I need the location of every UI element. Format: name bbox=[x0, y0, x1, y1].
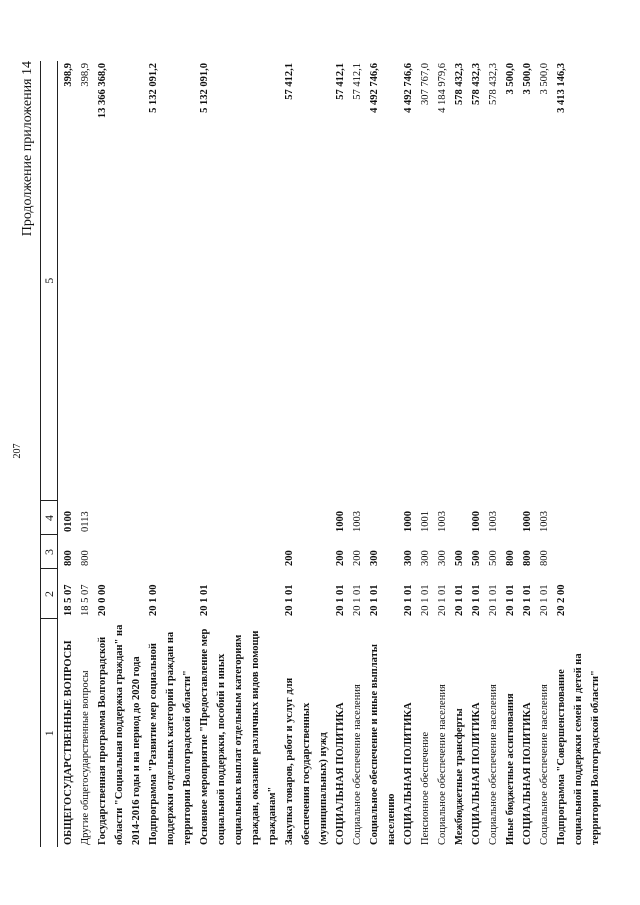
row-section-code: 1000 bbox=[471, 511, 482, 532]
row-target-code: 20 1 01 bbox=[437, 584, 448, 616]
row-target-code: 20 1 01 bbox=[335, 584, 346, 616]
table-row bbox=[400, 61, 417, 847]
row-section-code bbox=[94, 501, 145, 535]
row-name: СОЦИАЛЬНАЯ ПОЛИТИКА bbox=[522, 702, 533, 845]
header-col-3: 3 bbox=[41, 535, 58, 569]
row-name: Социальное обеспечение населения bbox=[352, 684, 363, 845]
row-name: Подпрограмма "Развитие мер социальной поддержки отдельных категорий граждан на территории Волгоградской области" bbox=[148, 631, 193, 845]
row-amount: 307 767,0 bbox=[420, 63, 431, 105]
row-section-code: 1003 bbox=[539, 511, 550, 532]
row-amount: 578 432,3 bbox=[488, 63, 499, 105]
row-target-code: 20 1 01 bbox=[199, 584, 210, 616]
row-section-code bbox=[366, 501, 400, 535]
row-target-code: 18 5 07 bbox=[63, 584, 74, 616]
row-section-code bbox=[196, 501, 281, 535]
page-number: 207 bbox=[12, 443, 23, 459]
row-target-code: 20 1 01 bbox=[403, 584, 414, 616]
header-col-1: 1 bbox=[41, 619, 58, 847]
row-section-code bbox=[145, 501, 196, 535]
table-row bbox=[536, 61, 553, 847]
row-section-code: 1000 bbox=[335, 511, 346, 532]
row-name: Государственная программа Волгоградской области "Социальная поддержка граждан" на 2014-2016 годы и на период до 2020 года bbox=[97, 624, 142, 845]
row-target-code: 20 1 01 bbox=[471, 584, 482, 616]
row-expense-type: 800 bbox=[63, 550, 74, 566]
row-amount: 3 413 146,3 bbox=[556, 63, 567, 113]
row-name: Закупка товаров, работ и услуг для обеспечения государственных (муниципальных) нужд bbox=[284, 677, 329, 845]
row-target-code: 18 5 07 bbox=[80, 584, 91, 616]
row-target-code: 20 1 01 bbox=[352, 584, 363, 616]
row-name: СОЦИАЛЬНАЯ ПОЛИТИКА bbox=[403, 702, 414, 845]
row-name: Основное мероприятие "Предоставление мер социальной поддержки, пособий и иных социальных выплат отдельным категориям граждан, оказание различных видов помощи гражданам" bbox=[199, 628, 278, 845]
row-section-code bbox=[553, 501, 604, 535]
table-body bbox=[58, 61, 605, 847]
row-name: СОЦИАЛЬНАЯ ПОЛИТИКА bbox=[335, 702, 346, 845]
row-target-code: 20 0 00 bbox=[97, 584, 108, 616]
row-target-code: 20 1 01 bbox=[539, 584, 550, 616]
row-name: Пенсионное обеспечение bbox=[420, 731, 431, 845]
row-expense-type: 800 bbox=[505, 550, 516, 566]
row-expense-type: 800 bbox=[80, 550, 91, 566]
row-expense-type: 800 bbox=[539, 550, 550, 566]
table-row bbox=[77, 61, 94, 847]
row-name: Социальное обеспечение населения bbox=[488, 684, 499, 845]
row-amount: 4 184 979,6 bbox=[437, 63, 448, 113]
row-name: Социальное обеспечение и иные выплаты населению bbox=[369, 644, 397, 845]
row-name: Подпрограмма "Совершенствование социальной поддержки семей и детей на территории Волгоградской области" bbox=[556, 653, 601, 845]
row-amount: 13 366 368,0 bbox=[97, 63, 108, 119]
row-name: Межбюджетные трансферты bbox=[454, 708, 465, 845]
row-target-code: 20 1 01 bbox=[284, 584, 295, 616]
row-section-code: 1003 bbox=[352, 511, 363, 532]
table-row bbox=[366, 61, 400, 847]
table-row bbox=[468, 61, 485, 847]
row-section-code: 1003 bbox=[437, 511, 448, 532]
row-expense-type: 500 bbox=[454, 550, 465, 566]
table-row bbox=[94, 61, 145, 847]
table-row bbox=[519, 61, 536, 847]
row-target-code: 20 1 01 bbox=[369, 584, 380, 616]
row-section-code bbox=[451, 501, 468, 535]
header-col-4: 4 bbox=[41, 501, 58, 535]
row-name: Социальное обеспечение населения bbox=[539, 684, 550, 845]
table-row bbox=[332, 61, 349, 847]
row-target-code: 20 2 00 bbox=[556, 584, 567, 616]
row-expense-type: 500 bbox=[471, 550, 482, 566]
budget-table bbox=[40, 61, 604, 847]
table-row bbox=[451, 61, 468, 847]
row-amount: 4 492 746,6 bbox=[369, 63, 380, 113]
row-expense-type: 800 bbox=[522, 550, 533, 566]
row-name: СОЦИАЛЬНАЯ ПОЛИТИКА bbox=[471, 702, 482, 845]
row-expense-type bbox=[145, 535, 196, 569]
row-name: Социальное обеспечение населения bbox=[437, 684, 448, 845]
row-name: ОБЩЕГОСУДАРСТВЕННЫЕ ВОПРОСЫ bbox=[63, 640, 74, 845]
row-section-code bbox=[281, 501, 332, 535]
header-row bbox=[41, 61, 58, 847]
row-expense-type: 200 bbox=[352, 550, 363, 566]
row-section-code: 0113 bbox=[80, 511, 91, 532]
row-amount: 4 492 746,6 bbox=[403, 63, 414, 113]
table-row bbox=[434, 61, 451, 847]
row-target-code: 20 1 01 bbox=[488, 584, 499, 616]
row-expense-type: 200 bbox=[284, 550, 295, 566]
row-expense-type bbox=[94, 535, 145, 569]
row-target-code: 20 1 01 bbox=[505, 584, 516, 616]
row-target-code: 20 1 01 bbox=[420, 584, 431, 616]
appendix-caption: Продолжение приложения 14 bbox=[20, 61, 35, 237]
table-row bbox=[196, 61, 281, 847]
row-section-code: 0100 bbox=[63, 511, 74, 532]
row-name: Другие общегосударственные вопросы bbox=[80, 670, 91, 845]
row-target-code: 20 1 00 bbox=[148, 584, 159, 616]
row-amount: 57 412,1 bbox=[352, 63, 363, 100]
row-amount: 578 432,3 bbox=[471, 63, 482, 105]
row-expense-type: 300 bbox=[420, 550, 431, 566]
row-section-code: 1000 bbox=[403, 511, 414, 532]
row-target-code: 20 1 01 bbox=[454, 584, 465, 616]
table-row bbox=[281, 61, 332, 847]
row-name: Иные бюджетные ассигнования bbox=[505, 693, 516, 845]
table-row bbox=[553, 61, 604, 847]
row-amount: 5 132 091,2 bbox=[148, 63, 159, 113]
row-target-code: 20 1 01 bbox=[522, 584, 533, 616]
row-expense-type: 300 bbox=[369, 550, 380, 566]
row-amount: 5 132 091,0 bbox=[199, 63, 210, 113]
row-section-code: 1000 bbox=[522, 511, 533, 532]
header-col-2: 2 bbox=[41, 569, 58, 619]
row-section-code: 1003 bbox=[488, 511, 499, 532]
row-amount: 398,9 bbox=[80, 63, 91, 87]
row-amount: 3 500,0 bbox=[522, 63, 533, 95]
table-row bbox=[417, 61, 434, 847]
table-row bbox=[145, 61, 196, 847]
row-amount: 398,9 bbox=[63, 63, 74, 87]
table-header bbox=[41, 61, 58, 847]
row-expense-type: 300 bbox=[437, 550, 448, 566]
row-expense-type: 300 bbox=[403, 550, 414, 566]
table-row bbox=[349, 61, 366, 847]
row-amount: 578 432,3 bbox=[454, 63, 465, 105]
row-amount: 57 412,1 bbox=[335, 63, 346, 100]
header-col-5: 5 bbox=[41, 61, 58, 501]
row-expense-type bbox=[553, 535, 604, 569]
table-row bbox=[502, 61, 519, 847]
row-section-code bbox=[502, 501, 519, 535]
table-row bbox=[58, 61, 78, 847]
row-amount: 3 500,0 bbox=[539, 63, 550, 95]
row-amount: 3 500,0 bbox=[505, 63, 516, 95]
row-expense-type bbox=[196, 535, 281, 569]
row-section-code: 1001 bbox=[420, 511, 431, 532]
row-expense-type: 500 bbox=[488, 550, 499, 566]
table-row bbox=[485, 61, 502, 847]
row-amount: 57 412,1 bbox=[284, 63, 295, 100]
row-expense-type: 200 bbox=[335, 550, 346, 566]
